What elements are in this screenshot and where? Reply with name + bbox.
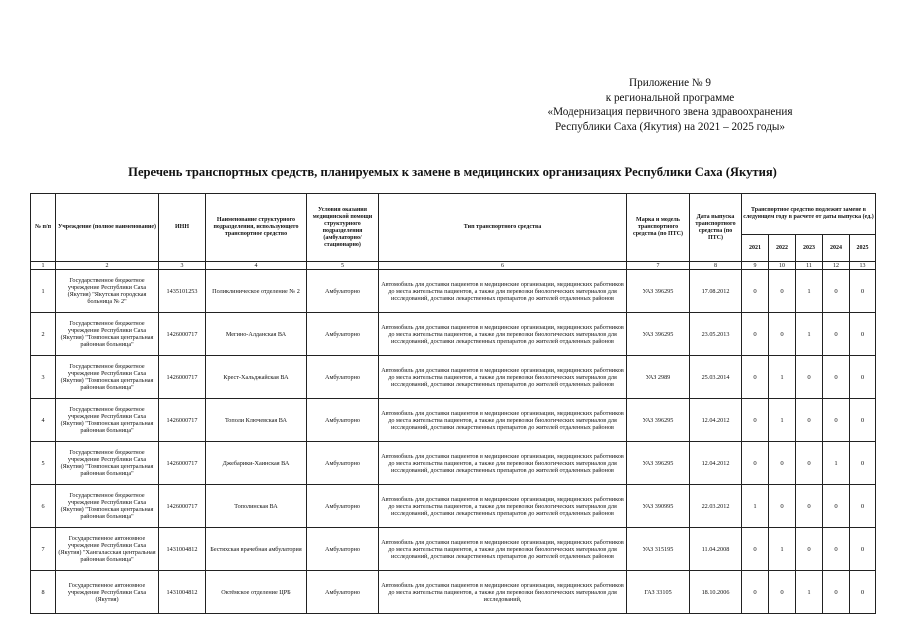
column-number: 4	[206, 262, 307, 270]
conditions-cell: Амбулаторно	[307, 270, 379, 313]
row-number: 5	[31, 442, 56, 485]
date-cell: 11.04.2008	[690, 528, 742, 571]
row-number: 4	[31, 399, 56, 442]
year-cell: 0	[742, 356, 769, 399]
brand-cell: УАЗ 2989	[627, 356, 690, 399]
appendix-line: Приложение № 9	[629, 77, 711, 89]
division-cell: Бестяхская врачебная амбулатория	[206, 528, 307, 571]
year-cell: 0	[796, 485, 823, 528]
year-cell: 0	[850, 571, 876, 614]
org-cell: Государственное бюджетное учреждение Республики Саха (Якутия) "Томпонская центральная районная больница"	[56, 442, 159, 485]
type-cell: Автомобиль для доставки пациентов в медицинские организации, медицинских работников до места жительства пациентов, а также для перевозки биологических материалов для исследований,	[379, 571, 627, 614]
appendix-line: Республики Саха (Якутия) на 2021 – 2025 годы»	[554, 120, 786, 133]
document-title: Перечень транспортных средств, планируемых к замене в медицинских организациях Республики Саха (Якутия)	[128, 165, 777, 179]
division-cell: Тополинская ВА	[206, 485, 307, 528]
conditions-cell: Амбулаторно	[307, 399, 379, 442]
column-number: 11	[796, 262, 823, 270]
type-cell: Автомобиль для доставки пациентов в медицинские организации, медицинских работников до места жительства пациентов, а также для перевозки биологических материалов для исследований, доставки лекарственных препаратов до жителей отдаленных районов	[379, 399, 627, 442]
column-number: 6	[379, 262, 627, 270]
division-cell: Крест-Хальджайская ВА	[206, 356, 307, 399]
conditions-cell: Амбулаторно	[307, 571, 379, 614]
header-type: Тип транспортного средства	[379, 194, 627, 262]
inn-cell: 1426000717	[159, 313, 206, 356]
division-cell: Октёмское отделение ЦРБ	[206, 571, 307, 614]
brand-cell: УАЗ 396295	[627, 270, 690, 313]
org-cell: Государственное автономное учреждение Республики Саха (Якутия) "Хангаласская центральная районная больница"	[56, 528, 159, 571]
year-cell: 0	[742, 313, 769, 356]
inn-cell: 1435101253	[159, 270, 206, 313]
header-year: 2023	[796, 235, 823, 262]
brand-cell: УАЗ 396295	[627, 313, 690, 356]
inn-cell: 1431004812	[159, 528, 206, 571]
table-row	[31, 313, 876, 356]
header-inn: ИНН	[159, 194, 206, 262]
year-cell: 0	[769, 442, 796, 485]
row-number: 7	[31, 528, 56, 571]
year-cell: 0	[769, 485, 796, 528]
brand-cell: УАЗ 315195	[627, 528, 690, 571]
inn-cell: 1431004812	[159, 571, 206, 614]
inn-cell: 1426000717	[159, 356, 206, 399]
header-year: 2024	[823, 235, 850, 262]
org-cell: Государственное бюджетное учреждение Республики Саха (Якутия) "Томпонская центральная районная больница"	[56, 356, 159, 399]
org-cell: Государственное бюджетное учреждение Республики Саха (Якутия) "Якутская городская больница № 2"	[56, 270, 159, 313]
date-cell: 23.05.2013	[690, 313, 742, 356]
year-cell: 0	[850, 356, 876, 399]
type-cell: Автомобиль для доставки пациентов в медицинские организации, медицинских работников до места жительства пациентов, а также для перевозки биологических материалов для исследований, доставки лекарственных препаратов до жителей отдаленных районов	[379, 485, 627, 528]
year-cell: 0	[796, 442, 823, 485]
conditions-cell: Амбулаторно	[307, 313, 379, 356]
year-cell: 1	[823, 442, 850, 485]
year-cell: 0	[850, 399, 876, 442]
type-cell: Автомобиль для доставки пациентов в медицинские организации, медицинских работников до места жительства пациентов, а также для перевозки биологических материалов для исследований, доставки лекарственных препаратов до жителей отдаленных районов	[379, 528, 627, 571]
row-number: 8	[31, 571, 56, 614]
header-division: Наименование структурного подразделения, использующего транспортное средство	[206, 194, 307, 262]
conditions-cell: Амбулаторно	[307, 442, 379, 485]
year-cell: 0	[742, 399, 769, 442]
type-cell: Автомобиль для доставки пациентов в медицинские организации, медицинских работников до места жительства пациентов, а также для перевозки биологических материалов для исследований, доставки лекарственных препаратов до жителей отдаленных районов	[379, 313, 627, 356]
conditions-cell: Амбулаторно	[307, 485, 379, 528]
date-cell: 22.03.2012	[690, 485, 742, 528]
year-cell: 0	[769, 571, 796, 614]
year-cell: 1	[796, 313, 823, 356]
column-number: 12	[823, 262, 850, 270]
column-number-row	[31, 262, 876, 270]
table-row	[31, 356, 876, 399]
row-number: 1	[31, 270, 56, 313]
table-row	[31, 442, 876, 485]
appendix-line: к региональной программе	[605, 91, 735, 104]
org-cell: Государственное бюджетное учреждение Республики Саха (Якутия) "Томпонская центральная районная больница"	[56, 313, 159, 356]
year-cell: 1	[769, 528, 796, 571]
header-num: № п/п	[31, 194, 56, 262]
year-cell: 0	[742, 442, 769, 485]
year-cell: 0	[796, 399, 823, 442]
row-number: 3	[31, 356, 56, 399]
header-org: Учреждение (полное наименование)	[56, 194, 159, 262]
column-number: 2	[56, 262, 159, 270]
division-cell: Тополи Ключевская ВА	[206, 399, 307, 442]
year-cell: 1	[796, 270, 823, 313]
division-cell: Поликлиническое отделение № 2	[206, 270, 307, 313]
year-cell: 0	[850, 442, 876, 485]
division-cell: Мегино-Алданская ВА	[206, 313, 307, 356]
header-date: Дата выпуска транспортного средства (по ПТС)	[690, 194, 742, 262]
header-replace: Транспортное средство подлежит замене в следующем году в расчете от даты выпуска (ед.)	[742, 194, 876, 235]
year-cell: 0	[742, 571, 769, 614]
year-cell: 0	[823, 399, 850, 442]
year-cell: 0	[823, 528, 850, 571]
year-cell: 1	[796, 571, 823, 614]
header-conditions: Условия оказания медицинской помощи структурного подразделения (амбулаторно/ стационарно)	[307, 194, 379, 262]
year-cell: 0	[823, 313, 850, 356]
inn-cell: 1426000717	[159, 442, 206, 485]
column-number: 3	[159, 262, 206, 270]
year-cell: 0	[769, 270, 796, 313]
year-cell: 0	[796, 356, 823, 399]
column-number: 1	[31, 262, 56, 270]
year-cell: 1	[769, 356, 796, 399]
type-cell: Автомобиль для доставки пациентов в медицинские организации, медицинских работников до места жительства пациентов, а также для перевозки биологических материалов для исследований, доставки лекарственных препаратов до жителей отдаленных районов	[379, 356, 627, 399]
year-cell: 0	[796, 528, 823, 571]
brand-cell: УАЗ 390995	[627, 485, 690, 528]
date-cell: 17.08.2012	[690, 270, 742, 313]
org-cell: Государственное бюджетное учреждение Республики Саха (Якутия) "Томпонская центральная районная больница"	[56, 399, 159, 442]
date-cell: 25.03.2014	[690, 356, 742, 399]
brand-cell: УАЗ 396295	[627, 442, 690, 485]
year-cell: 0	[742, 528, 769, 571]
inn-cell: 1426000717	[159, 485, 206, 528]
column-number: 10	[769, 262, 796, 270]
brand-cell: ГАЗ 33105	[627, 571, 690, 614]
column-number: 5	[307, 262, 379, 270]
year-cell: 0	[823, 485, 850, 528]
column-number: 7	[627, 262, 690, 270]
row-number: 2	[31, 313, 56, 356]
header-year: 2021	[742, 235, 769, 262]
table-row	[31, 485, 876, 528]
appendix-block	[520, 76, 820, 134]
year-cell: 0	[850, 270, 876, 313]
appendix-line: «Модернизация первичного звена здравоохранения	[547, 106, 793, 119]
year-cell: 0	[742, 270, 769, 313]
inn-cell: 1426000717	[159, 399, 206, 442]
year-cell: 0	[769, 313, 796, 356]
org-cell: Государственное бюджетное учреждение Республики Саха (Якутия) "Томпонская центральная районная больница"	[56, 485, 159, 528]
date-cell: 12.04.2012	[690, 442, 742, 485]
year-cell: 0	[850, 528, 876, 571]
year-cell: 1	[769, 399, 796, 442]
date-cell: 18.10.2006	[690, 571, 742, 614]
header-year: 2025	[850, 235, 876, 262]
division-cell: Джебарики-Хаинская ВА	[206, 442, 307, 485]
table-row	[31, 571, 876, 614]
type-cell: Автомобиль для доставки пациентов в медицинские организации, медицинских работников до места жительства пациентов, а также для перевозки биологических материалов для исследований, доставки лекарственных препаратов до жителей отдаленных районов	[379, 442, 627, 485]
org-cell: Государственное автономное учреждение Республики Саха (Якутия)	[56, 571, 159, 614]
column-number: 9	[742, 262, 769, 270]
header-year: 2022	[769, 235, 796, 262]
conditions-cell: Амбулаторно	[307, 356, 379, 399]
row-number: 6	[31, 485, 56, 528]
year-cell: 1	[742, 485, 769, 528]
header-brand: Марка и модель транспортного средства (по ПТС)	[627, 194, 690, 262]
brand-cell: УАЗ 396295	[627, 399, 690, 442]
table-row	[31, 270, 876, 313]
year-cell: 0	[823, 356, 850, 399]
table-row	[31, 399, 876, 442]
year-cell: 0	[850, 485, 876, 528]
table-row	[31, 528, 876, 571]
year-cell: 0	[823, 270, 850, 313]
vehicle-table	[30, 193, 876, 614]
column-number: 13	[850, 262, 876, 270]
year-cell: 0	[850, 313, 876, 356]
column-number: 8	[690, 262, 742, 270]
type-cell: Автомобиль для доставки пациентов в медицинские организации, медицинских работников до места жительства пациентов, а также для перевозки биологических материалов для исследований, доставки лекарственных препаратов до жителей отдаленных районов	[379, 270, 627, 313]
conditions-cell: Амбулаторно	[307, 528, 379, 571]
date-cell: 12.04.2012	[690, 399, 742, 442]
year-cell: 0	[823, 571, 850, 614]
